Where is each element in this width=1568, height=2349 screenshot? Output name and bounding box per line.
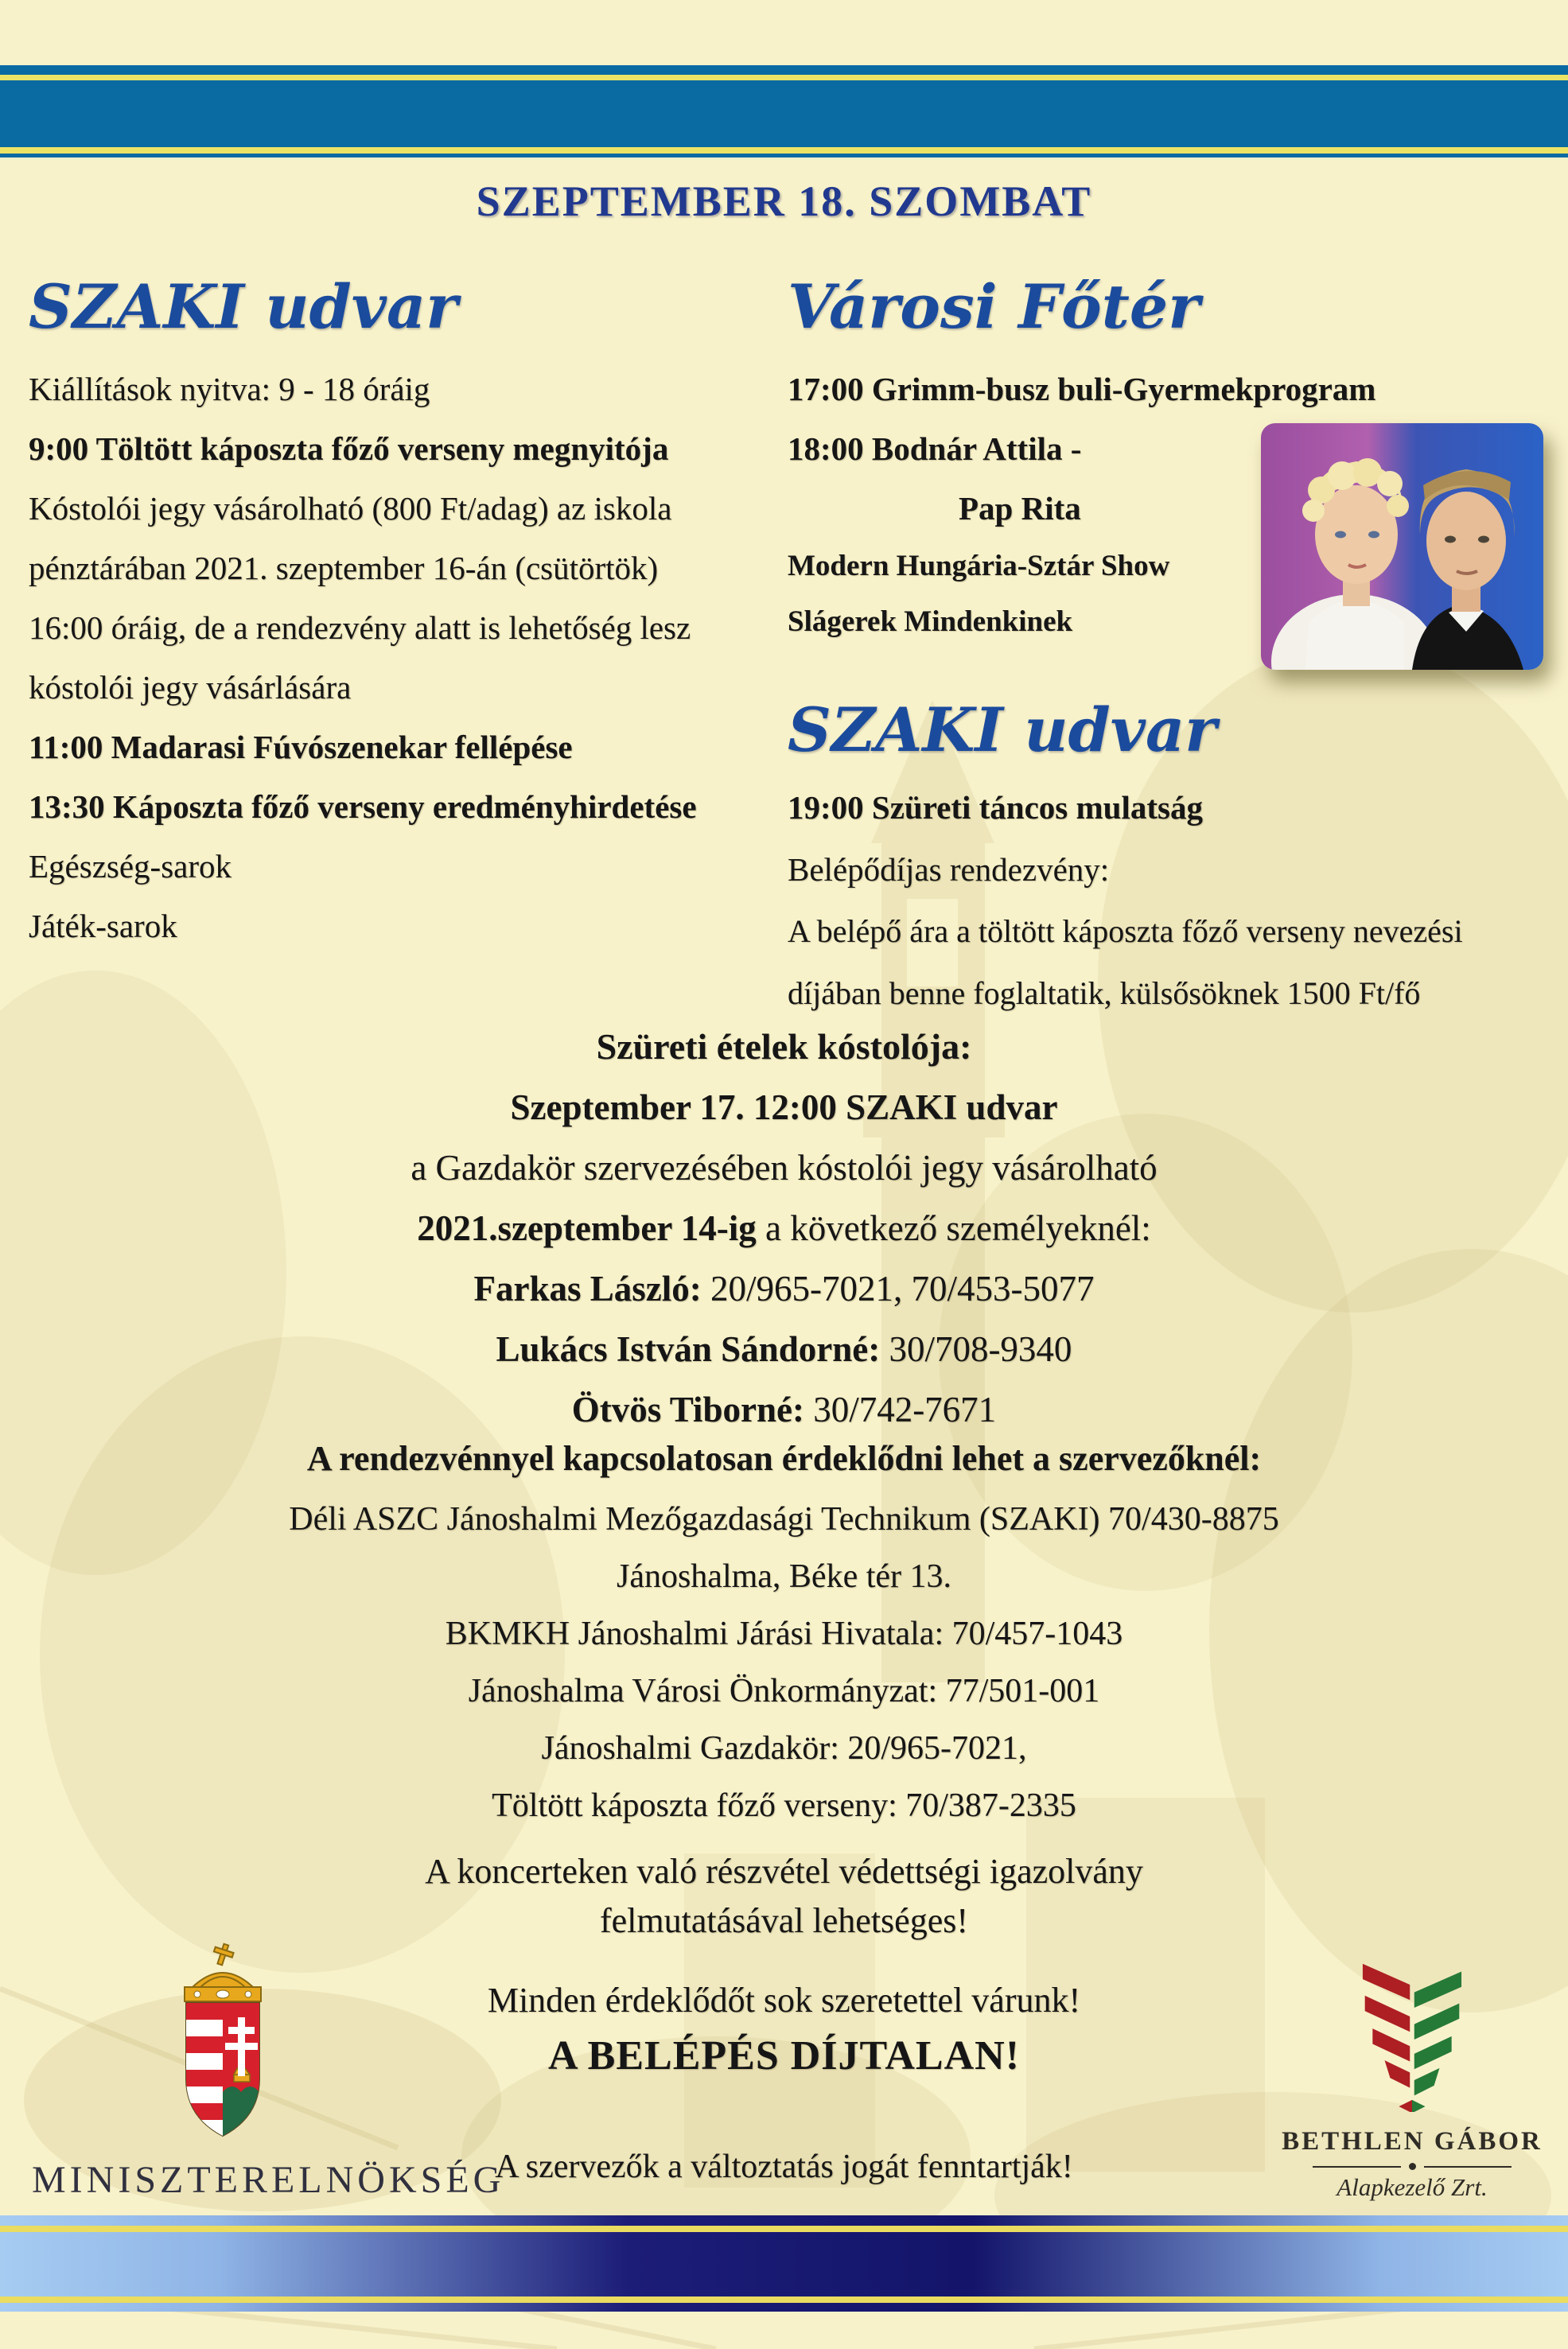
organizer-line: BKMKH Jánoshalmi Járási Hivatala: 70/457-1043	[445, 1616, 1123, 1652]
free-entry-line: A BELÉPÉS DÍJTALAN!	[547, 2033, 1021, 2079]
right-note: díjában benne foglaltatik, külsősöknek 1500 Ft/fő	[788, 975, 1421, 1011]
left-column-heading: SZAKI udvar	[29, 271, 458, 342]
organizer-line: Jánoshalmi Gazdakör: 20/965-7021,	[541, 1730, 1027, 1767]
left-line: 16:00 óráig, de a rendezvény alatt is lehetőség lesz	[29, 609, 691, 646]
footer-stripe-yellow-1	[0, 2226, 1568, 2232]
covid-line: felmutatásával lehetséges!	[599, 1901, 968, 1940]
bethlen-name: BETHLEN GÁBOR	[1282, 2127, 1543, 2156]
left-line: 9:00 Töltött káposzta főző verseny megnyitója	[29, 430, 669, 467]
contact-phone: 20/965-7021, 70/453-5077	[701, 1269, 1095, 1309]
organizer-line: Töltött káposzta főző verseny: 70/387-2335	[492, 1787, 1076, 1824]
covid-line: A koncerteken való részvétel védettségi igazolvány	[425, 1852, 1143, 1891]
page-title: SZEPTEMBER 18. SZOMBAT	[476, 177, 1092, 225]
tasting-line: Szeptember 17. 12:00 SZAKI udvar	[510, 1087, 1058, 1127]
left-line: 11:00 Madarasi Fúvószenekar fellépése	[29, 729, 573, 765]
contact-name: Farkas László:	[473, 1269, 702, 1309]
left-line: kóstolói jegy vásárlására	[29, 669, 352, 706]
left-column	[29, 271, 768, 956]
ministry-name: MINISZTERELNÖKSÉG	[32, 2159, 505, 2201]
hungary-coat-of-arms-icon	[163, 1941, 282, 2140]
top-stripe-thin-2	[0, 154, 1568, 158]
bethlen-divider	[1313, 2163, 1512, 2170]
tasting-heading: Szüreti ételek kóstolója:	[596, 1026, 972, 1067]
welcome-line: Minden érdeklődőt sok szeretettel várunk!	[487, 1981, 1081, 2020]
organizers-section	[0, 1430, 1568, 1834]
left-line: Kiállítások nyitva: 9 - 18 óráig	[29, 371, 430, 407]
tasting-contact	[0, 1258, 1568, 1319]
top-stripe-yellow-2	[0, 147, 1568, 154]
right-note: Belépődíjas rendezvény:	[788, 851, 1110, 888]
right-column-heading: Városi Főtér	[788, 271, 1200, 342]
bethlen-subtitle: Alapkezelő Zrt.	[1336, 2173, 1488, 2201]
right-event: 19:00 Szüreti táncos mulatság	[788, 789, 1203, 826]
divider-line	[1424, 2166, 1512, 2168]
footer-stripe-thin-1	[0, 2215, 1568, 2226]
footer-stripe-thin-2	[0, 2303, 1568, 2312]
divider-line	[1313, 2166, 1401, 2168]
left-line: pénztárában 2021. szeptember 16-án (csütörtök)	[29, 550, 659, 586]
bethlen-shield-icon	[1344, 1953, 1480, 2112]
footer-band-main	[0, 2232, 1568, 2296]
right-show-line: Slágerek Mindenkinek	[788, 605, 1073, 638]
covid-notice	[0, 1847, 1568, 1946]
performers-photo	[1261, 423, 1543, 670]
bethlen-logo-block	[1281, 1953, 1543, 2202]
left-line: Egészség-sarok	[29, 848, 232, 885]
right-evening-heading: SZAKI udvar	[788, 694, 1217, 765]
tasting-line	[0, 1198, 1568, 1258]
right-column-evening	[788, 694, 1559, 1025]
tasting-deadline-rest: a következő személyeknél:	[756, 1208, 1151, 1248]
contact-name: Lukács István Sándorné:	[496, 1329, 881, 1369]
tasting-contact	[0, 1319, 1568, 1379]
organizer-line: Jánoshalma Városi Önkormányzat: 77/501-001	[468, 1673, 1100, 1709]
top-band-main	[0, 80, 1568, 147]
top-stripe-yellow-1	[0, 75, 1568, 80]
right-note: A belépő ára a töltött káposzta főző verseny nevezési	[788, 913, 1463, 949]
right-event: 18:00 Bodnár Attila -	[788, 430, 1082, 467]
organizer-line: Déli ASZC Jánoshalmi Mezőgazdasági Technikum (SZAKI) 70/430-8875	[289, 1501, 1279, 1538]
left-line: Játék-sarok	[29, 908, 177, 944]
contact-phone: 30/708-9340	[880, 1329, 1072, 1369]
right-event-continued: Pap Rita	[959, 490, 1081, 527]
right-show-line: Modern Hungária-Sztár Show	[788, 550, 1170, 582]
ministry-logo-block	[32, 1941, 505, 2202]
contact-name: Ötvös Tiborné:	[571, 1390, 804, 1429]
tasting-deadline: 2021.szeptember 14-ig	[417, 1208, 757, 1248]
footer-stripe-yellow-2	[0, 2296, 1568, 2303]
tasting-line: a Gazdakör szervezésében kóstolói jegy vásárolható	[410, 1148, 1158, 1188]
disclaimer: A szervezők a változtatás jogát fenntartják!	[495, 2149, 1073, 2185]
tasting-section	[0, 1017, 1568, 1440]
left-line: 13:30 Káposzta főző verseny eredményhirdetése	[29, 788, 697, 825]
contact-phone: 30/742-7671	[803, 1390, 997, 1429]
organizer-line: Jánoshalma, Béke tér 13.	[616, 1558, 952, 1595]
right-event: 17:00 Grimm-busz buli-Gyermekprogram	[788, 371, 1376, 407]
left-line: Kóstolói jegy vásárolható (800 Ft/adag) az iskola	[29, 490, 672, 527]
organizers-heading: A rendezvénnyel kapcsolatosan érdeklődni lehet a szervezőknél:	[306, 1439, 1262, 1478]
divider-dot	[1409, 2163, 1416, 2170]
top-stripe-thin-1	[0, 65, 1568, 75]
